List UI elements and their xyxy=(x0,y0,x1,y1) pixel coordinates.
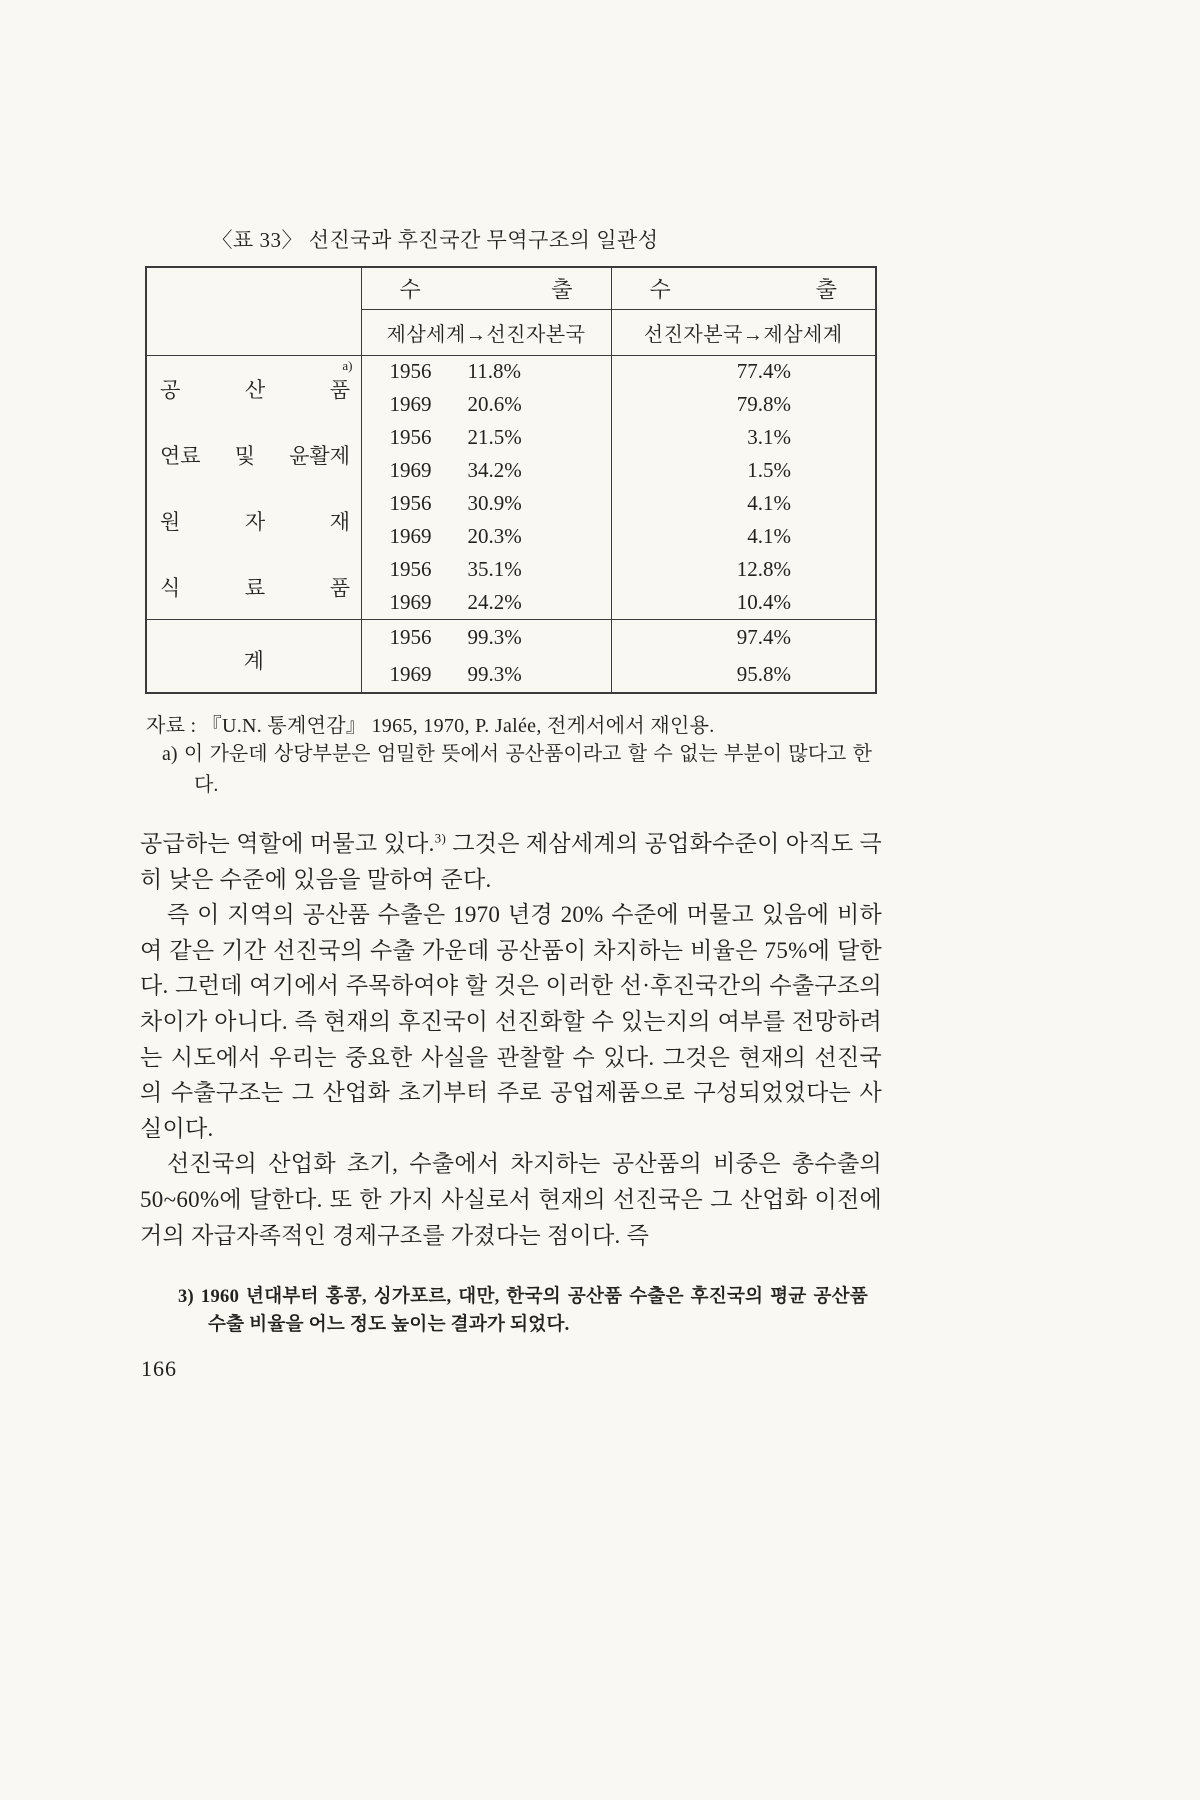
value: 99.3% xyxy=(467,661,522,686)
subheader-empty-cell xyxy=(146,309,361,355)
trade-structure-table xyxy=(145,266,877,694)
value: 99.3% xyxy=(467,625,522,650)
cell-value: 77.4% xyxy=(611,355,876,388)
footnote-3-marker: 3) xyxy=(178,1287,195,1307)
value: 20.3% xyxy=(467,524,522,548)
paragraph-3: 선진국의 산업화 초기, 수출에서 차지하는 공산품의 비중은 총수출의 50~60%에 달한다. 또 한 가지 사실로서 현재의 선진국은 그 산업화 이전에 거의 자급자족적인 경제구조를 가졌다는 점이다. 즉 xyxy=(140,1151,882,1248)
cell-value: 1.5% xyxy=(611,454,876,487)
cell-value: 97.4% xyxy=(611,619,876,656)
header-export-right-label: 수 출 xyxy=(649,276,837,302)
cell-value: 4.1% xyxy=(611,487,876,520)
page-number: 166 xyxy=(141,1356,177,1381)
year: 1956 xyxy=(389,557,432,581)
row-label: 공 산 품 xyxy=(160,378,350,403)
value: 30.9% xyxy=(467,491,522,515)
header-export-right xyxy=(611,267,876,309)
footnote-3 xyxy=(178,1284,868,1339)
paragraph-1 xyxy=(140,826,882,897)
cell-year-value xyxy=(361,388,611,421)
source-note: 자료 : 『U.N. 통계연감』 1965, 1970, P. Jalée, 전게서에서 재인용. xyxy=(146,715,715,737)
year: 1969 xyxy=(389,589,432,614)
cell-year-value xyxy=(361,586,611,619)
year: 1969 xyxy=(389,392,432,416)
cell-value: 3.1% xyxy=(611,421,876,454)
row-label-sup: a) xyxy=(342,357,353,373)
year: 1969 xyxy=(389,661,432,686)
cell-year-value xyxy=(361,487,611,520)
table-row xyxy=(146,355,876,388)
row-label-cell xyxy=(146,553,361,619)
paragraph-1-post: 그것은 제삼세계의 공업화수준이 아직도 극히 낮은 수준에 있음을 말하여 준다. xyxy=(140,831,883,892)
year: 1956 xyxy=(389,625,432,650)
footnote-3-text: 1960 년대부터 홍콩, 싱가포르, 대만, 한국의 공산품 수출은 후진국의 평균 공산품 수출 비율을 어느 정도 높이는 결과가 되었다. xyxy=(200,1287,868,1335)
header-empty-cell xyxy=(146,267,361,309)
value: 21.5% xyxy=(467,425,522,449)
row-label-cell xyxy=(146,487,361,553)
table-subheader-row xyxy=(146,309,876,355)
paragraph-1-pre: 공급하는 역할에 머물고 있다. xyxy=(140,831,435,856)
year: 1956 xyxy=(389,359,432,384)
footnote-ref-3: 3) xyxy=(434,830,447,846)
table-header-row xyxy=(146,267,876,309)
cell-value: 4.1% xyxy=(611,520,876,553)
body-text xyxy=(140,826,882,1253)
year: 1956 xyxy=(389,425,432,449)
value: 35.1% xyxy=(467,557,522,581)
value: 11.8% xyxy=(467,359,521,384)
value: 24.2% xyxy=(467,589,522,614)
subheader-advanced-to-third: 선진자본국→제삼세계 xyxy=(611,309,876,355)
footnote-a-marker: a) xyxy=(162,743,178,765)
subheader-third-to-advanced: 제삼세계→선진자본국 xyxy=(361,309,611,355)
table-row xyxy=(146,553,876,586)
header-export-left-label: 수 출 xyxy=(399,276,573,302)
table-title: 〈표 33〉 선진국과 후진국간 무역구조의 일관성 xyxy=(211,228,659,252)
year: 1969 xyxy=(389,458,432,482)
cell-year-value xyxy=(361,553,611,586)
cell-value: 79.8% xyxy=(611,388,876,421)
cell-year-value xyxy=(361,619,611,656)
value: 34.2% xyxy=(467,458,522,482)
cell-year-value xyxy=(361,656,611,693)
row-label: 식 료 품 xyxy=(160,575,350,600)
row-label-cell xyxy=(146,355,361,421)
row-label: 연료 및 윤활제 xyxy=(160,444,350,468)
year: 1969 xyxy=(389,524,432,548)
cell-year-value xyxy=(361,520,611,553)
table-total-row xyxy=(146,619,876,656)
cell-year-value xyxy=(361,355,611,388)
cell-value: 12.8% xyxy=(611,553,876,586)
header-export-left xyxy=(361,267,611,309)
year: 1956 xyxy=(389,491,432,515)
cell-value: 95.8% xyxy=(611,656,876,693)
row-label-cell xyxy=(146,421,361,487)
cell-year-value xyxy=(361,454,611,487)
footnote-a-text: 이 가운데 상당부분은 엄밀한 뜻에서 공산품이라고 할 수 없는 부분이 많다고 한다. xyxy=(183,743,872,796)
cell-year-value xyxy=(361,421,611,454)
table-row xyxy=(146,421,876,454)
total-label-cell: 계 xyxy=(146,619,361,693)
table-footnote-a xyxy=(162,739,872,800)
row-label: 원 자 재 xyxy=(160,510,350,534)
value: 20.6% xyxy=(467,392,522,416)
cell-value: 10.4% xyxy=(611,586,876,619)
paragraph-2: 즉 이 지역의 공산품 수출은 1970 년경 20% 수준에 머물고 있음에 비하여 같은 기간 선진국의 수출 가운데 공산품이 차지하는 비율은 75%에 달한다. 그런데 여기에서 주목하여야 할 것은 이러한 선·후진국간의 수출구조의 차이가 아니다. 즉 현재의 후진국이 선진화할 수 있는지의 여부를 전망하려는 시도에서 우리는 중요한 사실을 관찰할 수 있다. 그것은 현재의 선진국의 수출구조는 그 산업화 초기부터 주로 공업제품으로 구성되었었다는 사실이다. xyxy=(140,902,882,1141)
table-row xyxy=(146,487,876,520)
